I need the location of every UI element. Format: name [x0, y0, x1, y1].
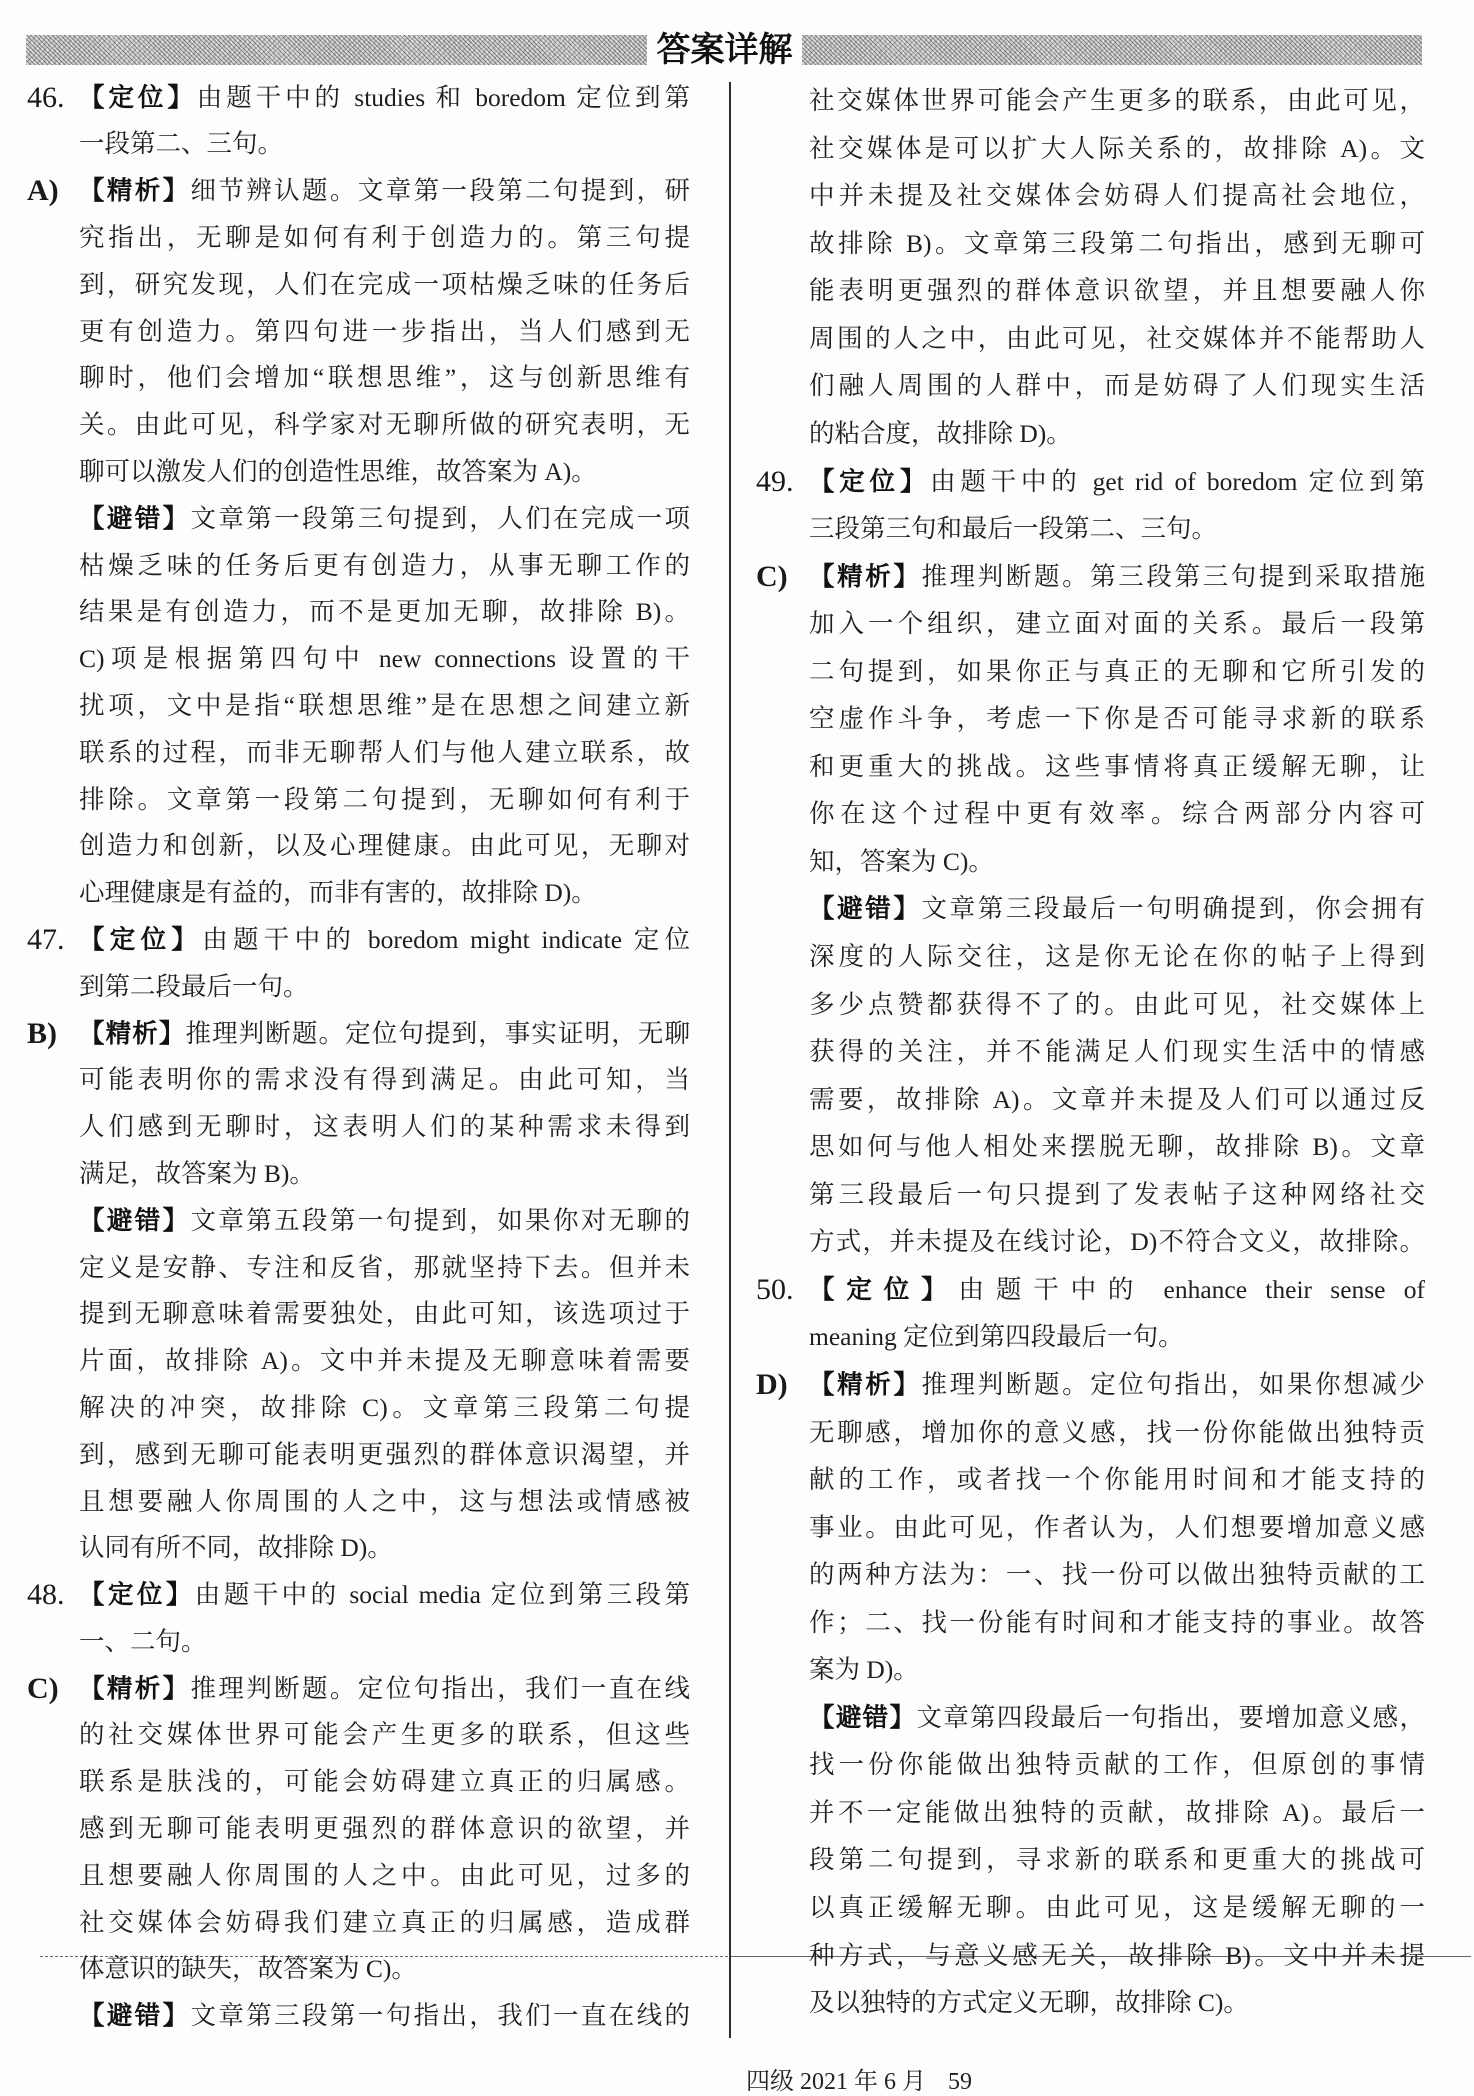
text-line: [756, 1218, 1425, 1266]
line-text: 作；二、找一份能有时间和才能支持的事业。故答: [809, 1607, 1425, 1637]
text-line: [27, 1479, 690, 1526]
header-band-left: [26, 35, 647, 65]
text-line: [27, 823, 690, 870]
text-line: [756, 1266, 1425, 1314]
section-label-analysis: 【精析】: [79, 1673, 191, 1704]
line-text: 且想要融人你周围的人之中，这与想法或情感被: [79, 1486, 690, 1516]
text-line: [756, 838, 1425, 886]
text-line: [27, 1666, 690, 1713]
line-text: 二句提到，如果你正与真正的无聊和它所引发的: [809, 656, 1425, 686]
text-line: [27, 1806, 690, 1853]
line-text: 可能表明你的需求没有得到满足。由此可知，当: [79, 1065, 690, 1095]
text-line: [27, 1291, 690, 1338]
section-label-locate: 【定位】: [809, 466, 931, 497]
text-line: [756, 267, 1425, 315]
text-line: [756, 1789, 1425, 1837]
text-line: [756, 1884, 1425, 1932]
line-text: 到，研究发现，人们在完成一项枯燥乏味的任务后: [79, 269, 690, 299]
line-text: 认同有所不同，故排除 D)。: [79, 1533, 393, 1563]
line-text: 能表明更强烈的群体意识欲望，并且想要融人你: [809, 276, 1425, 306]
text-line: [27, 870, 690, 917]
text-line: [756, 1504, 1425, 1552]
text-line: [756, 743, 1425, 791]
line-text: 细节辨认题。文章第一段第二句提到，研: [190, 176, 690, 206]
left-column: [27, 75, 690, 2040]
text-line: [756, 695, 1425, 743]
line-text: 解决的冲突，故排除 C)。文章第三段第二句提: [79, 1392, 690, 1422]
line-text: 更有创造力。第四句进一步指出，当人们感到无: [79, 316, 690, 346]
line-text: 且想要融人你周围的人之中。由此可见，过多的: [79, 1860, 690, 1890]
line-text: 案为 D)。: [809, 1655, 919, 1685]
line-text: 定义是安静、专注和反省，那就坚持下去。但并未: [79, 1252, 690, 1282]
section-label-avoid-error: 【避错】: [79, 2001, 191, 2032]
text-line: [27, 1385, 690, 1432]
text-line: [27, 449, 690, 496]
line-text: 推理判断题。定位句指出，我们一直在线: [190, 1673, 690, 1703]
text-line: [756, 458, 1425, 506]
text-line: [27, 730, 690, 777]
line-text: 找一份你能做出独特贡献的工作，但原创的事情: [809, 1750, 1425, 1780]
text-line: [27, 1853, 690, 1900]
text-line: [756, 505, 1425, 553]
section-label-avoid-error: 【避错】: [809, 894, 922, 925]
line-text: 知，答案为 C)。: [809, 846, 994, 876]
question-number: 50.: [756, 1272, 794, 1306]
text-line: [756, 1171, 1425, 1219]
line-text: 枯燥乏味的任务后更有创造力，从事无聊工作的: [79, 550, 690, 580]
line-text: C)项是根据第四句中 new connections 设置的干: [79, 644, 690, 674]
section-label-analysis: 【精析】: [809, 1369, 922, 1400]
line-text: 到，感到无聊可能表明更强烈的群体意识渴望，并: [79, 1439, 690, 1469]
line-text: 需要，故排除 A)。文章并未提及人们可以通过反: [809, 1084, 1425, 1114]
text-line: [756, 1741, 1425, 1789]
text-line: [756, 220, 1425, 268]
text-line: [27, 1993, 690, 2040]
line-text: 获得的关注，并不能满足人们现实生活中的情感: [809, 1037, 1425, 1067]
section-label-analysis: 【精析】: [79, 176, 191, 207]
text-line: [27, 543, 690, 590]
line-text: 感到无聊可能表明更强烈的群体意识的欲望，并: [79, 1814, 690, 1844]
line-text: 由题干中的 boredom might indicate 定位: [202, 924, 690, 954]
line-text: 三段第三句和最后一段第二、三句。: [809, 514, 1218, 544]
text-line: [756, 1551, 1425, 1599]
line-text: 文章第一段第三句提到，人们在完成一项: [190, 503, 690, 533]
line-text: 结果是有创造力，而不是更加无聊，故排除 B)。: [79, 597, 690, 627]
section-label-avoid-error: 【避错】: [809, 1702, 917, 1733]
text-line: [27, 1525, 690, 1572]
line-text: 由题干中的 social media 定位到第三段第: [194, 1580, 690, 1610]
text-line: [27, 402, 690, 449]
line-text: 提到无聊意味着需要独处，由此可知，该选项过于: [79, 1299, 690, 1329]
line-text: 中并未提及社交媒体会妨碍人们提高社会地位，: [809, 181, 1425, 211]
line-text: 一、二句。: [79, 1626, 207, 1656]
answer-letter: C): [756, 559, 788, 593]
text-line: [27, 262, 690, 309]
text-line: [756, 1028, 1425, 1076]
text-line: [27, 777, 690, 824]
line-text: 人们感到无聊时，这表明人们的某种需求未得到: [79, 1112, 690, 1142]
text-line: [27, 636, 690, 683]
line-text: 故排除 B)。文章第三段第二句指出，感到无聊可: [809, 228, 1425, 258]
line-text: 一段第二、三句。: [79, 129, 284, 159]
line-text: 社交媒体会妨碍我们建立真正的归属感，造成群: [79, 1907, 690, 1937]
text-line: [756, 77, 1425, 125]
line-text: 多少点赞都获得不了的。由此可见，社交媒体上: [809, 989, 1425, 1019]
text-line: [756, 1836, 1425, 1884]
text-line: [27, 496, 690, 543]
question-number: 46.: [27, 80, 65, 114]
text-line: [756, 1123, 1425, 1171]
line-text: 排除。文章第一段第二句提到，无聊如何有利于: [79, 784, 690, 814]
text-line: [27, 1619, 690, 1666]
section-label-avoid-error: 【避错】: [79, 1205, 191, 1236]
line-text: 以真正缓解无聊。由此可见，这是缓解无聊的一: [809, 1892, 1425, 1922]
text-line: [27, 1011, 690, 1058]
text-line: [756, 981, 1425, 1029]
line-text: 文章第三段第一句指出，我们一直在线的: [190, 2001, 690, 2031]
text-line: [27, 1151, 690, 1198]
line-text: 扰项，文中是指“联想思维”是在思想之间建立新: [79, 690, 690, 720]
line-text: 社交媒体世界可能会产生更多的联系，由此可见，: [809, 86, 1425, 116]
line-text: 献的工作，或者找一个你能用时间和才能支持的: [809, 1465, 1425, 1495]
text-line: [756, 1932, 1425, 1980]
header-band-right: [802, 35, 1422, 65]
text-line: [756, 362, 1425, 410]
line-text: 推理判断题。定位句提到，事实证明，无聊: [185, 1018, 690, 1048]
line-text: 周围的人之中，由此可见，社交媒体并不能帮助人: [809, 323, 1425, 353]
text-line: [756, 1076, 1425, 1124]
section-label-analysis: 【精析】: [809, 561, 922, 592]
line-text: 文章第四段最后一句指出，要增加意义感，: [916, 1702, 1425, 1732]
line-text: 联系的过程，而非无聊帮人们与他人建立联系，故: [79, 737, 690, 767]
line-text: 种方式，与意义感无关，故排除 B)。文中并未提: [809, 1940, 1425, 1970]
line-text: 由题干中的 enhance their sense of: [958, 1274, 1425, 1304]
line-text: 推理判断题。定位句指出，如果你想减少: [921, 1369, 1425, 1399]
line-text: 联系是肤浅的，可能会妨碍建立真正的归属感。: [79, 1767, 690, 1797]
text-line: [27, 683, 690, 730]
question-number: 48.: [27, 1578, 65, 1612]
text-line: [756, 315, 1425, 363]
text-line: [27, 1104, 690, 1151]
text-line: [27, 355, 690, 402]
line-text: 第三段最后一句只提到了发表帖子这种网络社交: [809, 1179, 1425, 1209]
text-line: [756, 553, 1425, 601]
text-line: [756, 1361, 1425, 1409]
line-text: 聊时，他们会增加“联想思维”，这与创新思维有: [79, 363, 690, 393]
text-line: [756, 600, 1425, 648]
line-text: 的社交媒体世界可能会产生更多的联系，但这些: [79, 1720, 690, 1750]
line-text: 满足，故答案为 B)。: [79, 1158, 315, 1188]
line-text: 由题干中的 studies 和 boredom 定位到第: [196, 82, 690, 112]
line-text: 段第二句提到，寻求新的联系和更重大的挑战可: [809, 1845, 1425, 1875]
line-text: 关。由此可见，科学家对无聊所做的研究表明，无: [79, 410, 690, 440]
text-line: [27, 1759, 690, 1806]
line-text: 文章第五段第一句提到，如果你对无聊的: [190, 1205, 690, 1235]
text-line: [27, 1198, 690, 1245]
section-label-locate: 【定位】: [79, 924, 203, 955]
section-label-analysis: 【精析】: [79, 1018, 186, 1049]
line-text: 空虚作斗争，考虑一下你是否可能寻求新的联系: [809, 704, 1425, 734]
text-line: [756, 1599, 1425, 1647]
page-number: 59: [948, 2069, 972, 2095]
text-line: [27, 168, 690, 215]
line-text: 事业。由此可见，作者认为，人们想要增加意义感: [809, 1512, 1425, 1542]
right-column: [756, 77, 1425, 2026]
text-line: [27, 1245, 690, 1292]
text-line: [27, 1057, 690, 1104]
line-text: 及以独特的方式定义无聊，故排除 C)。: [809, 1988, 1249, 2018]
line-text: 到第二段最后一句。: [79, 971, 309, 1001]
section-label-locate: 【定位】: [79, 1580, 195, 1611]
line-text: 的粘合度，故排除 D)。: [809, 419, 1072, 449]
line-text: 由题干中的 get rid of boredom 定位到第: [930, 466, 1425, 496]
answer-letter: D): [756, 1367, 788, 1401]
text-line: [27, 1712, 690, 1759]
column-divider: [729, 82, 731, 2038]
question-number: 47.: [27, 922, 65, 956]
line-text: 方式，并未提及在线讨论，D)不符合文义，故排除。: [809, 1227, 1425, 1257]
line-text: meaning 定位到第四段最后一句。: [809, 1322, 1184, 1352]
text-line: [756, 1456, 1425, 1504]
line-text: 推理判断题。第三段第三句提到采取措施: [921, 561, 1425, 591]
text-line: [756, 410, 1425, 458]
line-text: 文章第三段最后一句明确提到，你会拥有: [921, 894, 1425, 924]
text-line: [27, 1572, 690, 1619]
text-line: [27, 75, 690, 122]
text-line: [27, 917, 690, 964]
answer-letter: C): [27, 1671, 59, 1705]
text-line: [756, 933, 1425, 981]
line-text: 究指出，无聊是如何有利于创造力的。第三句提: [79, 222, 690, 252]
line-text: 片面，故排除 A)。文中并未提及无聊意味着需要: [79, 1346, 690, 1376]
text-line: [756, 1313, 1425, 1361]
text-line: [27, 215, 690, 262]
page-footer: [746, 2068, 972, 2096]
question-number: 49.: [756, 464, 794, 498]
text-line: [27, 589, 690, 636]
line-text: 体意识的缺失，故答案为 C)。: [79, 1954, 417, 1984]
line-text: 社交媒体是可以扩大人际关系的，故排除 A)。文: [809, 133, 1425, 163]
text-line: [27, 121, 690, 168]
text-line: [756, 885, 1425, 933]
text-line: [756, 125, 1425, 173]
text-line: [756, 790, 1425, 838]
line-text: 深度的人际交往，这是你无论在你的帖子上得到: [809, 942, 1425, 972]
line-text: 加入一个组织，建立面对面的关系。最后一段第: [809, 609, 1425, 639]
footer-exam-label: 四级 2021 年 6 月: [746, 2069, 926, 2095]
text-line: [27, 964, 690, 1011]
line-text: 聊可以激发人们的创造性思维，故答案为 A)。: [79, 456, 597, 486]
text-line: [27, 309, 690, 356]
text-line: [756, 1694, 1425, 1742]
text-line: [756, 172, 1425, 220]
line-text: 创造力和创新，以及心理健康。由此可见，无聊对: [79, 831, 690, 861]
text-line: [27, 1946, 690, 1993]
line-text: 们融人周围的人群中，而是妨碍了人们现实生活: [809, 371, 1425, 401]
line-text: 无聊感，增加你的意义感，找一份你能做出独特贡: [809, 1417, 1425, 1447]
section-label-locate: 【定位】: [79, 82, 197, 113]
text-line: [27, 1432, 690, 1479]
page-title: 答案详解: [656, 30, 793, 70]
line-text: 心理健康是有益的，而非有害的，故排除 D)。: [79, 878, 597, 908]
answer-letter: A): [27, 174, 59, 208]
text-line: [756, 1409, 1425, 1457]
text-line: [756, 648, 1425, 696]
line-text: 并不一定能做出独特的贡献，故排除 A)。最后一: [809, 1797, 1425, 1827]
line-text: 的两种方法为：一、找一份可以做出独特贡献的工: [809, 1560, 1425, 1590]
section-label-locate: 【定位】: [809, 1274, 959, 1305]
answer-letter: B): [27, 1016, 57, 1050]
line-text: 和更重大的挑战。这些事情将真正缓解无聊，让: [809, 751, 1425, 781]
line-text: 你在这个过程中更有效率。综合两部分内容可: [809, 799, 1425, 829]
text-line: [27, 1338, 690, 1385]
section-label-avoid-error: 【避错】: [79, 503, 191, 534]
text-line: [756, 1979, 1425, 2027]
text-line: [756, 1646, 1425, 1694]
text-line: [27, 1900, 690, 1947]
line-text: 思如何与他人相处来摆脱无聊，故排除 B)。文章: [809, 1132, 1425, 1162]
